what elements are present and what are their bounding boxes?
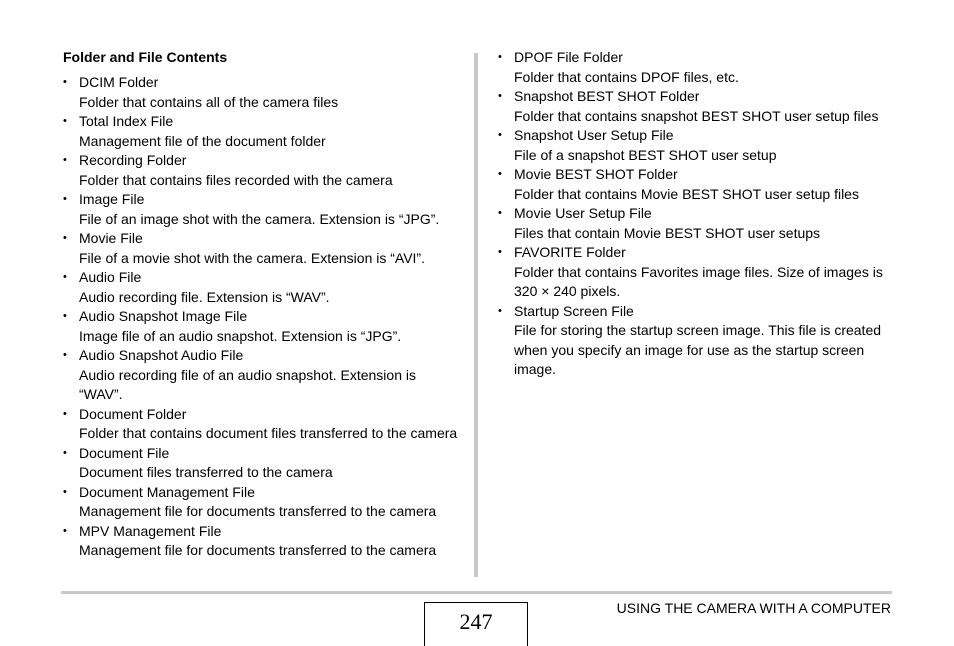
list-item xyxy=(63,346,463,405)
bullet-icon: • xyxy=(63,76,67,88)
item-title: FAVORITE Folder xyxy=(514,244,626,260)
item-title: Startup Screen File xyxy=(514,302,634,319)
item-title: MPV Management File xyxy=(79,522,222,539)
item-description: File of an image shot with the camera. Extension is “JPG”. xyxy=(79,210,440,227)
item-description: Folder that contains Favorites image files. Size of images is 320 × 240 pixels. xyxy=(514,263,883,299)
item-title: Snapshot BEST SHOT Folder xyxy=(514,88,700,104)
list-item xyxy=(63,190,463,229)
bullet-icon: • xyxy=(63,115,67,127)
list-item xyxy=(63,483,463,522)
item-description: Management file for documents transferred to the camera xyxy=(79,503,437,519)
right-column-list xyxy=(498,48,888,380)
item-description: File for storing the startup screen image. This file is created when you specify an image for use as the startup screen image. xyxy=(514,322,882,377)
list-item xyxy=(498,48,888,87)
item-description: Files that contain Movie BEST SHOT user setups xyxy=(514,224,821,241)
item-description: Document files transferred to the camera xyxy=(79,464,333,480)
item-description: Folder that contains Movie BEST SHOT user setup files xyxy=(514,185,859,202)
item-description: File of a movie shot with the camera. Extension is “AVI”. xyxy=(79,249,425,266)
item-title: Movie File xyxy=(79,230,143,246)
column-divider xyxy=(474,53,478,577)
list-item xyxy=(63,112,463,151)
list-item xyxy=(63,151,463,190)
section-heading: Folder and File Contents xyxy=(63,49,228,65)
item-description: Management file for documents transferred to the camera xyxy=(79,542,437,558)
bullet-icon: • xyxy=(498,129,502,141)
bullet-icon: • xyxy=(63,349,67,361)
item-title: Audio File xyxy=(79,269,142,285)
footer-section-title: USING THE CAMERA WITH A COMPUTER xyxy=(616,600,891,616)
item-title: Movie BEST SHOT Folder xyxy=(514,166,678,182)
list-item xyxy=(498,204,888,243)
bullet-icon: • xyxy=(498,90,502,102)
bullet-icon: • xyxy=(63,154,67,166)
list-item xyxy=(63,268,463,307)
item-description: Management file of the document folder xyxy=(79,132,326,149)
item-title: Movie User Setup File xyxy=(514,205,652,221)
item-title: Snapshot User Setup File xyxy=(514,127,674,143)
list-item xyxy=(63,73,463,112)
bullet-icon: • xyxy=(63,407,67,420)
list-item xyxy=(63,522,463,561)
item-title: Document File xyxy=(79,444,170,461)
list-item xyxy=(63,307,463,346)
item-title: Image File xyxy=(79,191,145,207)
item-title: Document Folder xyxy=(79,405,187,422)
page-number-box xyxy=(424,602,528,646)
bullet-icon: • xyxy=(498,304,502,317)
item-description: Folder that contains document files transferred to the camera xyxy=(79,425,458,441)
list-item xyxy=(63,405,463,444)
item-description: Folder that contains snapshot BEST SHOT user setup files xyxy=(514,107,879,124)
footer-rule xyxy=(61,591,892,594)
list-item xyxy=(498,302,888,380)
list-item xyxy=(498,87,888,126)
item-title: Audio Snapshot Audio File xyxy=(79,347,244,363)
bullet-icon: • xyxy=(498,51,502,63)
bullet-icon: • xyxy=(63,271,67,283)
item-description: Image file of an audio snapshot. Extension is “JPG”. xyxy=(79,327,402,344)
bullet-icon: • xyxy=(63,524,67,537)
item-description: File of a snapshot BEST SHOT user setup xyxy=(514,146,777,163)
list-item xyxy=(63,229,463,268)
item-title: Document Management File xyxy=(79,483,255,500)
list-item xyxy=(498,126,888,165)
bullet-icon: • xyxy=(498,207,502,219)
list-item xyxy=(498,243,888,302)
item-title: Total Index File xyxy=(79,113,174,129)
item-title: Recording Folder xyxy=(79,152,187,168)
item-title: DCIM Folder xyxy=(79,74,159,90)
item-description: Audio recording file of an audio snapshot. Extension is “WAV”. xyxy=(79,366,416,402)
bullet-icon: • xyxy=(63,232,67,244)
list-item xyxy=(63,444,463,483)
bullet-icon: • xyxy=(63,193,67,205)
bullet-icon: • xyxy=(63,485,67,498)
bullet-icon: • xyxy=(498,246,502,258)
item-description: Folder that contains DPOF files, etc. xyxy=(514,68,739,85)
bullet-icon: • xyxy=(498,168,502,180)
item-title: DPOF File Folder xyxy=(514,49,623,65)
list-item xyxy=(498,165,888,204)
item-title: Audio Snapshot Image File xyxy=(79,308,248,324)
left-column-list xyxy=(63,73,463,561)
page-number: 247 xyxy=(459,609,493,634)
bullet-icon: • xyxy=(63,446,67,459)
item-description: Folder that contains files recorded with the camera xyxy=(79,171,393,188)
bullet-icon: • xyxy=(63,310,67,322)
item-description: Audio recording file. Extension is “WAV”. xyxy=(79,288,330,305)
item-description: Folder that contains all of the camera files xyxy=(79,93,339,110)
